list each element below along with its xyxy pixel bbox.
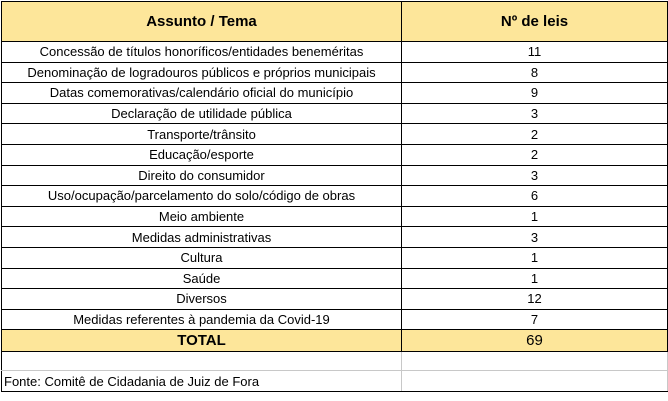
table-body <box>2 42 668 392</box>
table-row <box>2 268 668 289</box>
count-cell[interactable]: 8 <box>402 62 668 83</box>
count-cell[interactable]: 12 <box>402 289 668 310</box>
subject-cell[interactable]: Denominação de logradouros públicos e próprios municipais <box>2 62 402 83</box>
table-row <box>2 309 668 330</box>
table-row <box>2 124 668 145</box>
count-cell[interactable]: 3 <box>402 165 668 186</box>
table-row <box>2 165 668 186</box>
count-cell[interactable]: 3 <box>402 227 668 248</box>
empty-cell[interactable] <box>2 352 402 371</box>
source-note[interactable]: Fonte: Comitê de Cidadania de Juiz de Fora <box>2 371 402 392</box>
count-cell[interactable]: 1 <box>402 247 668 268</box>
header-subject[interactable]: Assunto / Tema <box>2 2 402 42</box>
subject-cell[interactable]: Saúde <box>2 268 402 289</box>
count-cell[interactable]: 7 <box>402 309 668 330</box>
count-cell[interactable]: 6 <box>402 186 668 207</box>
table-row <box>2 103 668 124</box>
subject-cell[interactable]: Educação/esporte <box>2 144 402 165</box>
subject-cell[interactable]: Declaração de utilidade pública <box>2 103 402 124</box>
header-row <box>2 2 668 42</box>
table-row <box>2 227 668 248</box>
count-cell[interactable]: 2 <box>402 124 668 145</box>
table-row <box>2 247 668 268</box>
table-row <box>2 42 668 63</box>
count-cell[interactable]: 2 <box>402 144 668 165</box>
subject-cell[interactable]: Medidas referentes à pandemia da Covid-19 <box>2 309 402 330</box>
laws-by-subject-table <box>1 1 668 392</box>
table-row <box>2 144 668 165</box>
count-cell[interactable]: 3 <box>402 103 668 124</box>
table-row <box>2 83 668 104</box>
subject-cell[interactable]: Concessão de títulos honoríficos/entidades beneméritas <box>2 42 402 63</box>
blank-row <box>2 352 668 371</box>
subject-cell[interactable]: Datas comemorativas/calendário oficial do município <box>2 83 402 104</box>
header-count[interactable]: Nº de leis <box>402 2 668 42</box>
subject-cell[interactable]: Uso/ocupação/parcelamento do solo/código de obras <box>2 186 402 207</box>
subject-cell[interactable]: Meio ambiente <box>2 206 402 227</box>
source-row <box>2 371 668 392</box>
count-cell[interactable]: 11 <box>402 42 668 63</box>
total-value[interactable]: 69 <box>402 330 668 352</box>
subject-cell[interactable]: Direito do consumidor <box>2 165 402 186</box>
table-row <box>2 206 668 227</box>
table-row <box>2 186 668 207</box>
count-cell[interactable]: 1 <box>402 206 668 227</box>
subject-cell[interactable]: Transporte/trânsito <box>2 124 402 145</box>
empty-cell[interactable] <box>402 371 668 392</box>
total-label[interactable]: TOTAL <box>2 330 402 352</box>
laws-table-sheet <box>1 1 667 399</box>
subject-cell[interactable]: Diversos <box>2 289 402 310</box>
empty-cell[interactable] <box>402 352 668 371</box>
table-row <box>2 62 668 83</box>
count-cell[interactable]: 1 <box>402 268 668 289</box>
total-row <box>2 330 668 352</box>
subject-cell[interactable]: Cultura <box>2 247 402 268</box>
count-cell[interactable]: 9 <box>402 83 668 104</box>
table-row <box>2 289 668 310</box>
subject-cell[interactable]: Medidas administrativas <box>2 227 402 248</box>
